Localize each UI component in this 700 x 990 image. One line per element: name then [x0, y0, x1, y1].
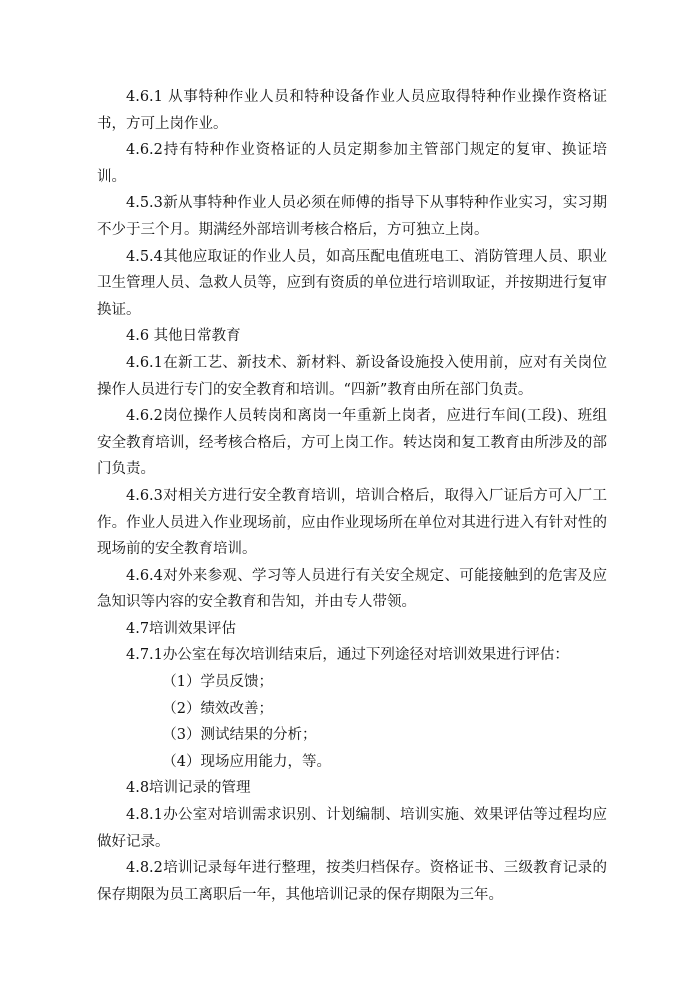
section-heading: 4.6 其他日常教育: [126, 328, 241, 345]
paragraph: 4.6.2持有特种作业资格证的人员定期参加主管部门规定的复审、换证培训。: [97, 142, 607, 185]
paragraph: 4.6.3对相关方进行安全教育培训，培训合格后，取得入厂证后方可入厂工作。作业人员进入作业现场前，应由作业现场所在单位对其进行进入有针对性的现场前的安全教育培训。: [97, 487, 607, 558]
section-heading: 4.8培训记录的管理: [126, 780, 251, 797]
paragraph: 4.7.1办公室在每次培训结束后，通过下列途径对培训效果进行评估：: [126, 647, 569, 664]
paragraph: 4.8.2培训记录每年进行整理，按类归档保存。资格证书、三级教育记录的保存期限为员工离职后一年，其他培训记录的保存期限为三年。: [97, 860, 607, 903]
paragraph: 4.5.4其他应取证的作业人员，如高压配电值班电工、消防管理人员、职业卫生管理人员、急救人员等，应到有资质的单位进行培训取证，并按期进行复审换证。: [97, 248, 607, 318]
list-item: （2）绩效改善；: [162, 700, 273, 717]
paragraph: 4.6.2岗位操作人员转岗和离岗一年重新上岗者，应进行车间(工段)、班组安全教育培训，经考核合格后，方可上岗工作。转达岗和复工教育由所涉及的部门负责。: [97, 408, 607, 478]
list-item: （3）测试结果的分析；: [162, 727, 317, 744]
paragraph: 4.6.4对外来参观、学习等人员进行有关安全规定、可能接触到的危害及应急知识等内容的安全教育和告知，并由专人带领。: [97, 567, 607, 611]
document-body: [97, 84, 607, 908]
paragraph: 4.5.3新从事特种作业人员必须在师傅的指导下从事特种作业实习，实习期不少于三个月。期满经外部培训考核合格后，方可独立上岗。: [97, 195, 607, 238]
section-heading: 4.7培训效果评估: [126, 620, 237, 637]
list-item: （4）现场应用能力，等。: [162, 753, 331, 770]
list-item: （1）学员反馈；: [162, 674, 273, 691]
paragraph: 4.8.1办公室对培训需求识别、计划编制、培训实施、效果评估等过程均应做好记录。: [97, 807, 607, 850]
paragraph: 4.6.1在新工艺、新技术、新材料、新设备设施投入使用前，应对有关岗位操作人员进行专门的安全教育和培训。“四新”教育由所在部门负责。: [97, 354, 607, 398]
paragraph: 4.6.1 从事特种作业人员和特种设备作业人员应取得特种作业操作资格证书，方可上岗作业。: [97, 89, 607, 132]
